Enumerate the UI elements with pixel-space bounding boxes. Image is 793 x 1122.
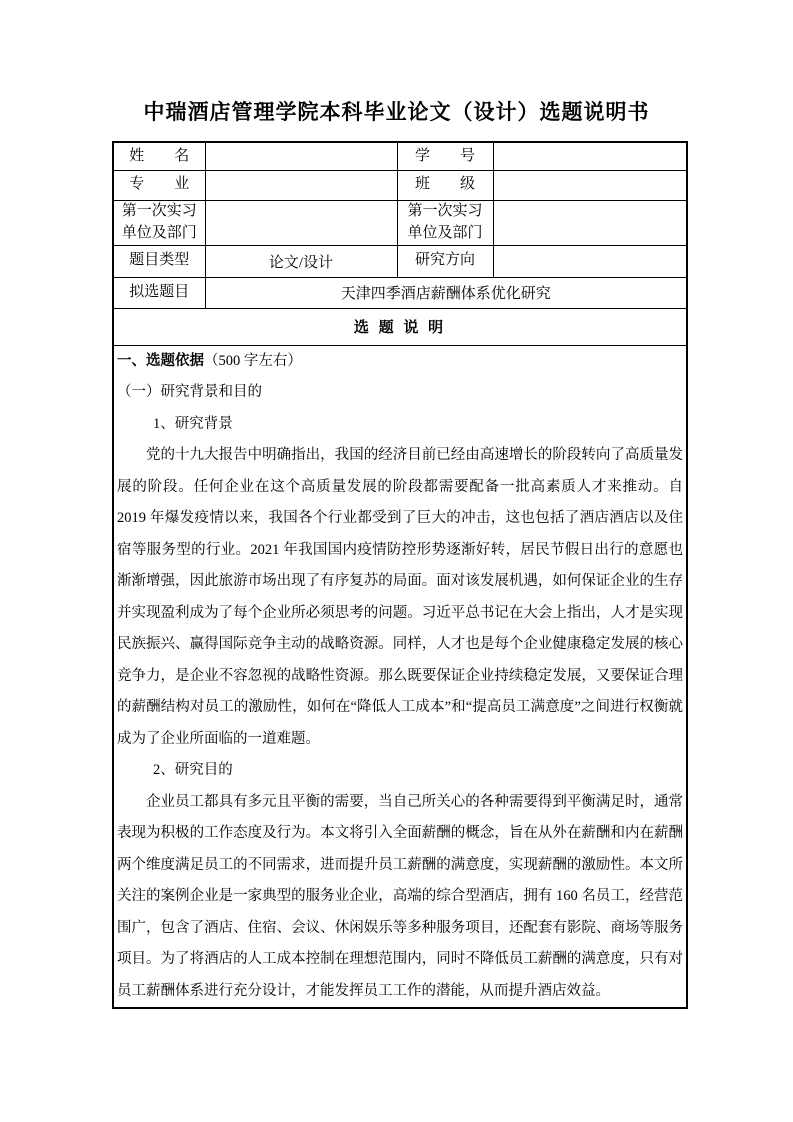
first-internship-left-value-cell [205,200,397,245]
document-title: 中瑞酒店管理学院本科毕业论文（设计）选题说明书 [143,100,650,124]
statement-heading-line [117,346,683,378]
research-direction-value-cell [493,245,687,277]
row-statement-body [113,345,687,1008]
first-internship-right-label: 第一次实习单位及部门 [397,200,493,245]
name-label: 姓 名 [113,142,205,170]
statement-body-cell [113,345,687,1008]
statement-point-1: 1、研究背景 [153,415,233,432]
topic-type-label: 题目类型 [113,245,205,277]
row-first-internship [113,200,687,245]
section-header-title: 选 题 说 明 [113,308,687,345]
row-proposed-topic [113,277,687,308]
row-name-studentid [113,142,687,170]
proposed-topic-value: 天津四季酒店薪酬体系优化研究 [205,277,687,308]
statement-paragraph-1: 党的十九大报告中明确指出，我国的经济目前已经由高速增长的阶段转向了高质量发展的阶段。任何企业在这个高质量发展的阶段都需要配备一批高素质人才来推动。自 2019 年爆发疫情以来，我国各个行业都受到了巨大的冲击，这也包括了酒店酒店以及住宿等服务型的行业。2021 年我国国内疫情防控形势逐渐好转，居民节假日出行的意愿也渐渐增强，因此旅游市场出现了有序复苏的局面。面对该发展机遇，如何保证企业的生存并实现盈利成为了每个企业所必须思考的问题。习近平总书记在大会上指出，人才是实现民族振兴、赢得国际竞争主动的战略资源。同样，人才也是每个企业健康稳定发展的核心竞争力，是企业不容忽视的战略性资源。那么既要保证企业持续稳定发展，又要保证合理的薪酬结构对员工的激励性，如何在“降低人工成本”和“提高员工满意度”之间进行权衡就成为了企业所面临的一道难题。 [117,447,683,747]
row-major-class [113,170,687,200]
statement-subheading: （一）研究背景和目的 [117,384,262,401]
major-value-cell [205,170,397,200]
row-section-header [113,308,687,345]
row-topictype-direction [113,245,687,277]
topic-selection-form-table [112,141,688,1009]
major-label: 专 业 [113,170,205,200]
first-internship-right-value-cell [493,200,687,245]
proposed-topic-label: 拟选题目 [113,277,205,308]
name-value-cell [205,142,397,170]
statement-heading-note: （500 字左右） [204,352,302,369]
statement-paragraph-2: 企业员工都具有多元且平衡的需要，当自己所关心的各种需要得到平衡满足时，通常表现为积极的工作态度及行为。本文将引入全面薪酬的概念，旨在从外在薪酬和内在薪酬两个维度满足员工的不同需求，进而提升员工薪酬的满意度，实现薪酬的激励性。本文所关注的案例企业是一家典型的服务业企业，高端的综合型酒店，拥有 160 名员工，经营范围广，包含了酒店、住宿、会议、休闲娱乐等多种服务项目，还配套有影院、商场等服务项目。为了将酒店的人工成本控制在理想范围内，同时不降低员工薪酬的满意度，只有对员工薪酬体系进行充分设计，才能发挥员工工作的潜能，从而提升酒店效益。 [117,793,683,999]
research-direction-label: 研究方向 [397,245,493,277]
first-internship-left-label: 第一次实习单位及部门 [113,200,205,245]
class-label: 班 级 [397,170,493,200]
topic-type-value: 论文/设计 [205,245,397,277]
statement-point-2: 2、研究目的 [153,762,233,779]
student-id-label: 学 号 [397,142,493,170]
student-id-value-cell [493,142,687,170]
class-value-cell [493,170,687,200]
statement-heading-main: 一、选题依据 [117,352,204,369]
